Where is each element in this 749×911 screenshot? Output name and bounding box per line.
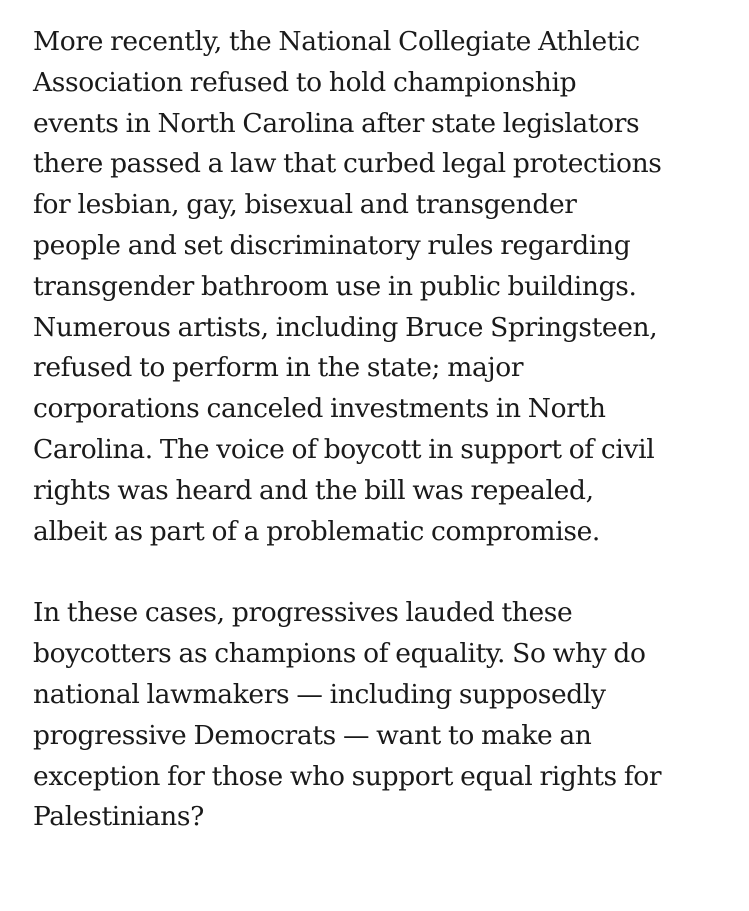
paragraph-line: boycotters as champions of equality. So why do [33, 638, 646, 670]
paragraph-line: refused to perform in the state; major [33, 352, 524, 384]
paragraph-line: transgender bathroom use in public buildings. [33, 270, 637, 302]
paragraph-2 [33, 593, 733, 838]
paragraph-line: events in North Carolina after state legislators [33, 107, 640, 139]
paragraph-line: Numerous artists, including Bruce Springsteen, [33, 311, 658, 343]
paragraph-line: Palestinians? [33, 801, 204, 833]
paragraph-line: corporations canceled investments in North [33, 393, 606, 425]
paragraph-line: for lesbian, gay, bisexual and transgender [33, 189, 577, 221]
paragraph-line: albeit as part of a problematic compromise. [33, 515, 600, 547]
paragraph-line: Association refused to hold championship [33, 66, 577, 98]
paragraph-line: progressive Democrats — want to make an [33, 719, 592, 751]
paragraph-1 [33, 22, 733, 552]
paragraph-line: there passed a law that curbed legal protections [33, 148, 662, 180]
paragraph-line: exception for those who support equal rights for [33, 760, 662, 792]
paragraph-line: rights was heard and the bill was repealed, [33, 474, 594, 506]
paragraph-line: Carolina. The voice of boycott in support of civil [33, 433, 655, 465]
paragraph-line: national lawmakers — including supposedly [33, 678, 606, 710]
article-body [33, 22, 733, 838]
paragraph-line: people and set discriminatory rules regarding [33, 229, 631, 261]
paragraph-line: In these cases, progressives lauded these [33, 597, 573, 629]
paragraph-line: More recently, the National Collegiate Athletic [33, 26, 640, 57]
